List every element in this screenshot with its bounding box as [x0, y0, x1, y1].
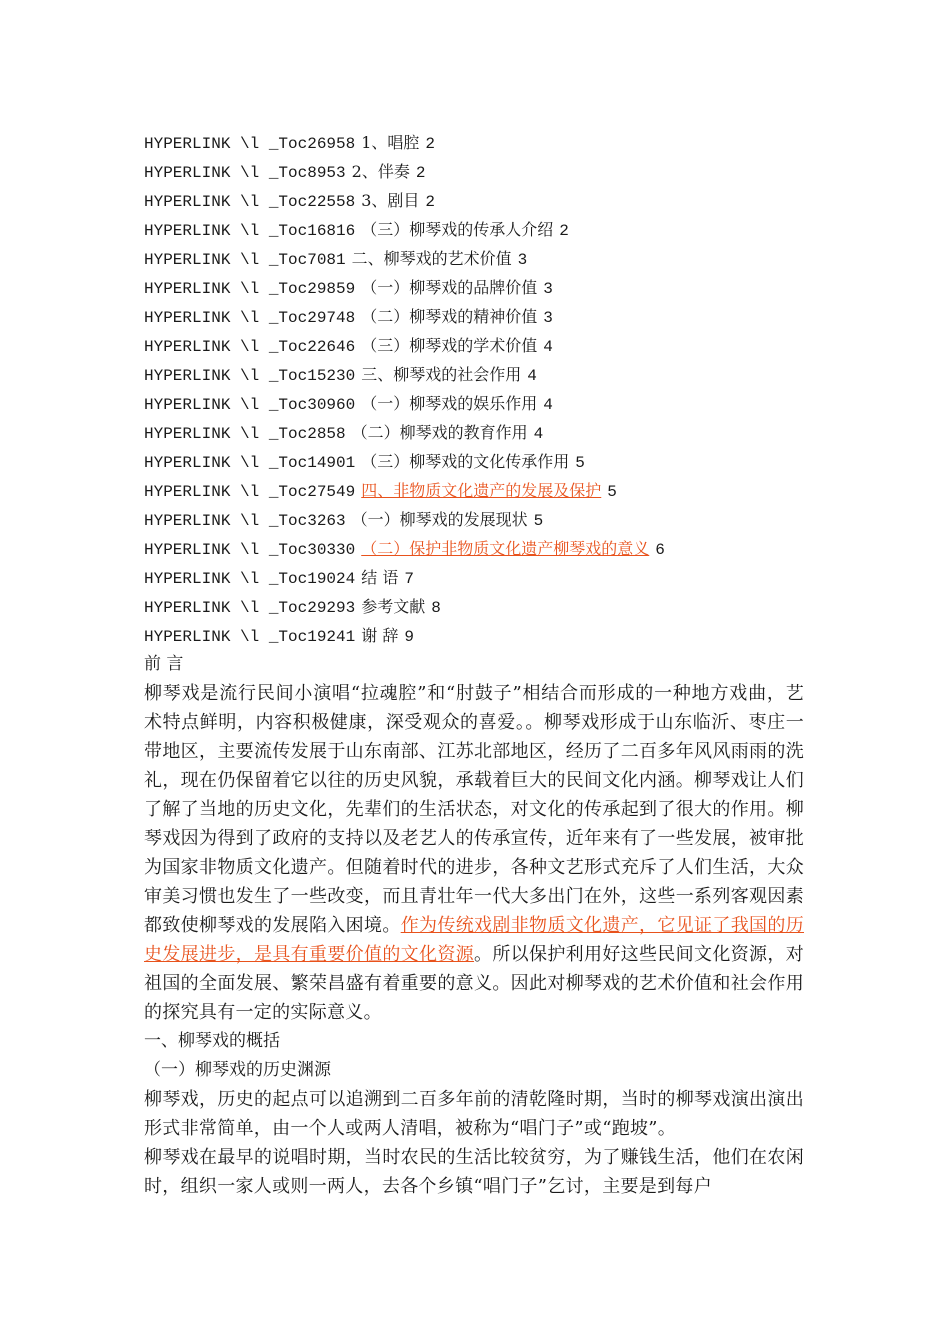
toc-entry-title: （一）柳琴戏的发展现状: [351, 510, 528, 529]
toc-page-number: 5: [575, 454, 585, 472]
toc-entry-title: 1、唱腔: [361, 133, 420, 152]
toc-entry[interactable]: [144, 331, 804, 360]
toc-entry[interactable]: [144, 389, 804, 418]
toc-entry-title: 参考文献: [361, 597, 426, 616]
toc-page-number: 4: [527, 367, 537, 385]
toc-field-code: HYPERLINK \l _Toc7081: [144, 251, 346, 269]
toc-entry[interactable]: [144, 534, 804, 563]
preface-text-2: 。所以保护利用好这些民间文化资源，对祖国的全面发展、繁荣昌盛有着重要的意义。因此对柳琴戏的艺术价值和社会作用的探究具有一定的实际意义。: [144, 944, 804, 1023]
body-paragraph: 柳琴戏在最早的说唱时期，当时农民的生活比较贫穷，为了赚钱生活，他们在农闲时，组织一家人或则一两人，去各个乡镇“唱门子”乞讨，主要是到每户: [144, 1147, 804, 1197]
toc-field-code: HYPERLINK \l _Toc27549: [144, 483, 356, 501]
toc-entry[interactable]: [144, 476, 804, 505]
toc-entry-title: 谢 辞: [361, 626, 399, 645]
toc-field-code: HYPERLINK \l _Toc2858: [144, 425, 346, 443]
toc-field-code: HYPERLINK \l _Toc8953: [144, 164, 346, 182]
toc-entry-title: 三、柳琴戏的社会作用: [361, 365, 522, 384]
toc-entry-title: （一）柳琴戏的娱乐作用: [361, 394, 538, 413]
toc-entry-link[interactable]: （二）保护非物质文化遗产柳琴戏的意义: [361, 539, 650, 558]
toc-entry-title: （二）柳琴戏的教育作用: [351, 423, 528, 442]
toc-page-number: 2: [415, 164, 426, 182]
toc-page-number: 4: [533, 425, 544, 443]
toc-field-code: HYPERLINK \l _Toc3263: [144, 512, 346, 530]
toc-field-code: HYPERLINK \l _Toc26958: [144, 135, 356, 153]
toc-page-number: 2: [559, 222, 569, 240]
toc-field-code: HYPERLINK \l _Toc19024: [144, 570, 356, 588]
toc-entry-title: 二、柳琴戏的艺术价值: [351, 249, 512, 268]
toc-page-number: 4: [543, 338, 553, 356]
toc-entry-title: （一）柳琴戏的品牌价值: [361, 278, 538, 297]
preface-paragraph: [144, 679, 804, 1027]
toc-entry[interactable]: [144, 621, 804, 650]
toc-page-number: 7: [404, 570, 414, 588]
toc-entry-title: 结 语: [361, 568, 399, 587]
toc-entry[interactable]: [144, 302, 804, 331]
toc-entry-title: （二）柳琴戏的精神价值: [361, 307, 538, 326]
toc-page-number: 3: [543, 309, 553, 327]
toc-page-number: 5: [533, 512, 544, 530]
toc-entry[interactable]: [144, 505, 804, 534]
toc-entry[interactable]: [144, 244, 804, 273]
toc-page-number: 2: [425, 135, 436, 153]
toc-field-code: HYPERLINK \l _Toc14901: [144, 454, 356, 472]
toc-page-number: 3: [543, 280, 553, 298]
section-heading: 一、柳琴戏的概括: [144, 1031, 280, 1051]
body-paragraph: 柳琴戏，历史的起点可以追溯到二百多年前的清乾隆时期，当时的柳琴戏演出演出形式非常简单，由一个人或两人清唱，被称为“唱门子”或“跑坡”。: [144, 1089, 804, 1139]
toc-entry[interactable]: [144, 418, 804, 447]
toc-field-code: HYPERLINK \l _Toc19241: [144, 628, 356, 646]
preface-hyperlink[interactable]: 作为传统戏剧非物质文化遗产，它见证了我国的历史发展进步，是具有重要价值的文化资源: [144, 915, 804, 965]
toc-page-number: 3: [517, 251, 528, 269]
toc-field-code: HYPERLINK \l _Toc29293: [144, 599, 356, 617]
subsection-heading: （一）柳琴戏的历史渊源: [144, 1060, 331, 1080]
toc-field-code: HYPERLINK \l _Toc30330: [144, 541, 356, 559]
toc-entry-title: （三）柳琴戏的文化传承作用: [361, 452, 570, 471]
toc-entry[interactable]: [144, 592, 804, 621]
toc-field-code: HYPERLINK \l _Toc16816: [144, 222, 356, 240]
document-page: [144, 128, 804, 1201]
toc-page-number: 8: [431, 599, 441, 617]
toc-entry[interactable]: [144, 447, 804, 476]
preface-heading: 前 言: [144, 654, 184, 674]
toc-page-number: 5: [607, 483, 617, 501]
toc-entry-title: 3、剧目: [361, 191, 420, 210]
toc-entry[interactable]: [144, 360, 804, 389]
toc-field-code: HYPERLINK \l _Toc29859: [144, 280, 356, 298]
toc-page-number: 9: [404, 628, 414, 646]
toc-field-code: HYPERLINK \l _Toc30960: [144, 396, 356, 414]
toc-entry-title: （三）柳琴戏的传承人介绍: [361, 220, 554, 239]
toc-entry[interactable]: [144, 563, 804, 592]
toc-entry-title: 2、伴奏: [351, 162, 410, 181]
toc-field-code: HYPERLINK \l _Toc15230: [144, 367, 356, 385]
preface-text-1: 柳琴戏是流行民间小演唱“拉魂腔”和“肘鼓子”相结合而形成的一种地方戏曲，艺术特点鲜明，内容积极健康，深受观众的喜爱。。柳琴戏形成于山东临沂、枣庄一带地区，主要流传发展于山东南部、江苏北部地区，经历了二百多年风风雨雨的洗礼，现在仍保留着它以往的历史风貌，承载着巨大的民间文化内涵。柳琴戏让人们了解了当地的历史文化，先辈们的生活状态，对文化的传承起到了很大的作用。柳琴戏因为得到了政府的支持以及老艺人的传承宣传，近年来有了一些发展，被审批为国家非物质文化遗产。但随着时代的进步，各种文艺形式充斥了人们生活，大众审美习惯也发生了一些改变，而且青壮年一代大多出门在外，这些一系列客观因素都致使柳琴戏的发展陷入困境。: [144, 683, 804, 936]
toc-page-number: 6: [655, 541, 665, 559]
toc-field-code: HYPERLINK \l _Toc22646: [144, 338, 356, 356]
toc-entry-link[interactable]: 四、非物质文化遗产的发展及保护: [361, 481, 602, 500]
toc-page-number: 2: [425, 193, 436, 211]
toc-field-code: HYPERLINK \l _Toc29748: [144, 309, 356, 327]
toc-page-number: 4: [543, 396, 553, 414]
toc-entry[interactable]: [144, 186, 804, 215]
toc-entry-title: （三）柳琴戏的学术价值: [361, 336, 538, 355]
toc-entry[interactable]: [144, 128, 804, 157]
table-of-contents: [144, 128, 804, 650]
toc-entry[interactable]: [144, 157, 804, 186]
toc-entry[interactable]: [144, 215, 804, 244]
toc-entry[interactable]: [144, 273, 804, 302]
toc-field-code: HYPERLINK \l _Toc22558: [144, 193, 356, 211]
